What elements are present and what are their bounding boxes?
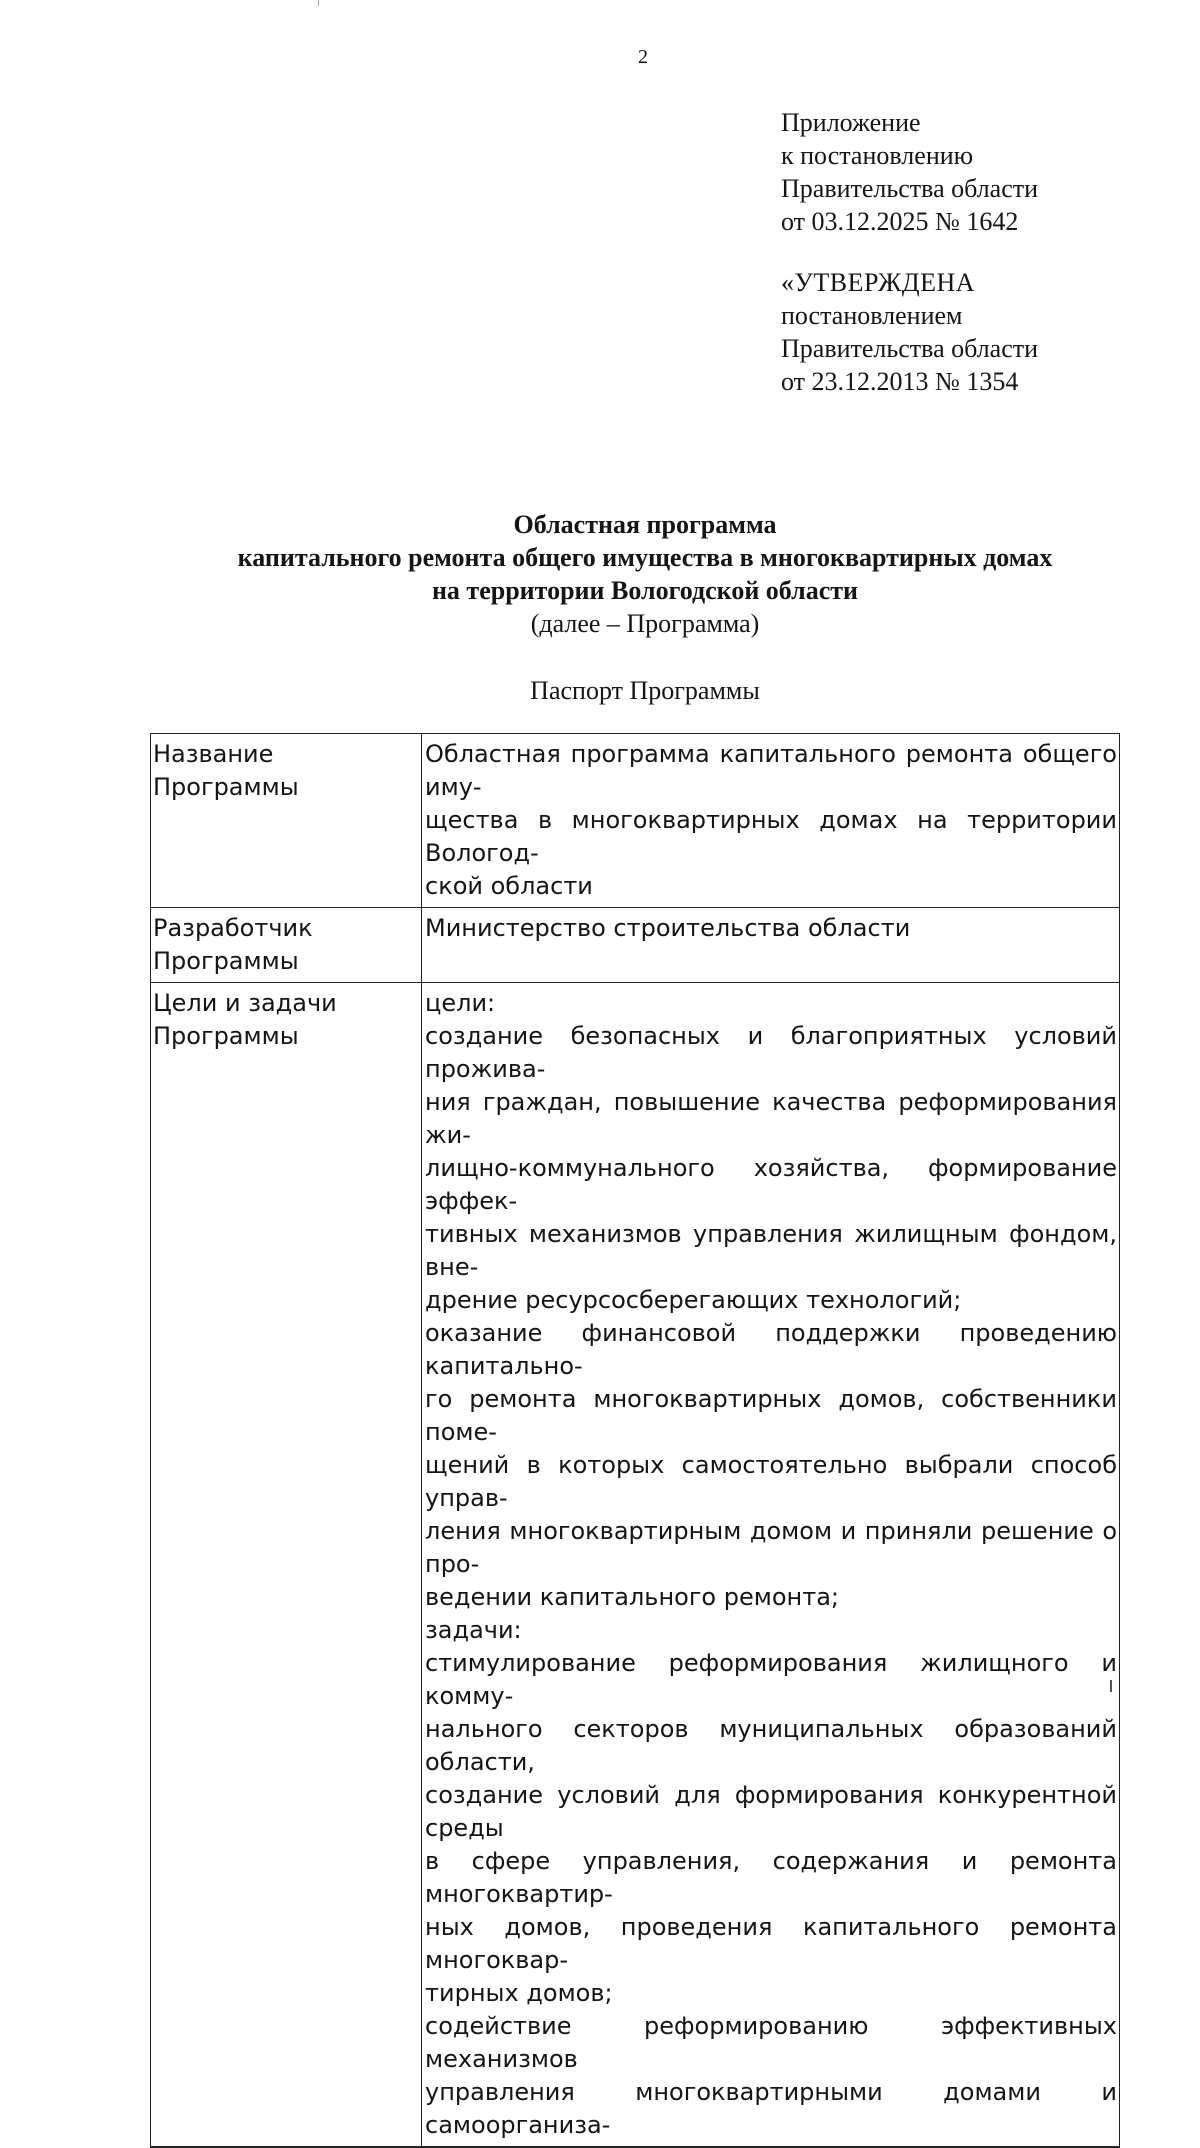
scan-artifact-mark: [1110, 1680, 1112, 1692]
label-line: Программы: [153, 1022, 299, 1050]
row-value-cell: [422, 734, 1120, 908]
value-line: ления многоквартирным домом и приняли решение о про-: [425, 1517, 1117, 1578]
table-row: [151, 734, 1120, 908]
approved-block: [781, 266, 1038, 398]
value-line: тирных домов;: [425, 1979, 613, 2007]
value-line: в сфере управления, содержания и ремонта многоквартир-: [425, 1847, 1117, 1908]
value-line: содействие реформированию эффективных механизмов: [425, 2012, 1117, 2073]
value-line: тивных механизмов управления жилищным фондом, вне-: [425, 1220, 1117, 1281]
row-label-cell: [151, 983, 422, 2148]
value-line: создание безопасных и благоприятных условий прожива-: [425, 1022, 1117, 1083]
passport-heading: Паспорт Программы: [530, 676, 760, 705]
label-line: Название: [153, 740, 274, 768]
value-line: создание условий для формирования конкурентной среды: [425, 1781, 1117, 1842]
value-line: цели:: [425, 989, 496, 1017]
value-line: ведении капитального ремонта;: [425, 1583, 839, 1611]
value-line: ской области: [425, 872, 593, 900]
passport-table: [150, 733, 1120, 2148]
value-line: задачи:: [425, 1616, 522, 1644]
label-line: Программы: [153, 773, 299, 801]
title-line: капитального ремонта общего имущества в многоквартирных домах: [237, 543, 1053, 572]
value-line: оказание финансовой поддержки проведению капитально-: [425, 1319, 1117, 1380]
value-line: дрение ресурсосберегающих технологий;: [425, 1286, 962, 1314]
appendix-line: Правительства области: [781, 174, 1039, 203]
appendix-line: Приложение: [781, 108, 921, 137]
row-value-cell: [422, 983, 1120, 2148]
label-line: Цели и задачи: [153, 989, 337, 1017]
value-line: щества в многоквартирных домах на территории Вологод-: [425, 806, 1117, 867]
document-title: [0, 508, 1200, 640]
value-line: го ремонта многоквартирных домов, собственники поме-: [425, 1385, 1117, 1446]
value-line: ных домов, проведения капитального ремонта многоквар-: [425, 1913, 1117, 1974]
approved-line: Правительства области: [781, 334, 1039, 363]
title-note: (далее – Программа): [530, 609, 760, 638]
appendix-line: к постановлению: [781, 141, 974, 170]
appendix-block: [781, 106, 1038, 238]
value-line: ния граждан, повышение качества реформирования жи-: [425, 1088, 1117, 1149]
row-label-cell: [151, 908, 422, 983]
table-row: [151, 983, 1120, 2148]
label-line: Разработчик: [153, 914, 313, 942]
value-line: Министерство строительства области: [425, 914, 911, 942]
approved-line: «УТВЕРЖДЕНА: [781, 268, 976, 297]
appendix-line: от 03.12.2025 № 1642: [781, 207, 1019, 236]
row-label-cell: [151, 734, 422, 908]
value-line: управления многоквартирными домами и самоорганиза-: [425, 2078, 1117, 2139]
title-line: Областная программа: [513, 510, 777, 539]
value-line: лищно-коммунального хозяйства, формирование эффек-: [425, 1154, 1117, 1215]
row-value-cell: [422, 908, 1120, 983]
value-line: нального секторов муниципальных образований области,: [425, 1715, 1117, 1776]
label-line: Программы: [153, 947, 299, 975]
value-line: Областная программа капитального ремонта общего иму-: [425, 740, 1117, 801]
value-line: стимулирование реформирования жилищного и комму-: [425, 1649, 1117, 1710]
scan-artifact-mark: [318, 0, 319, 6]
approved-line: от 23.12.2013 № 1354: [781, 367, 1019, 396]
approved-line: постановлением: [781, 301, 963, 330]
table-row: [151, 908, 1120, 983]
title-line: на территории Вологодской области: [431, 576, 859, 605]
page-number: 2: [638, 46, 648, 68]
value-line: щений в которых самостоятельно выбрали способ управ-: [425, 1451, 1117, 1512]
